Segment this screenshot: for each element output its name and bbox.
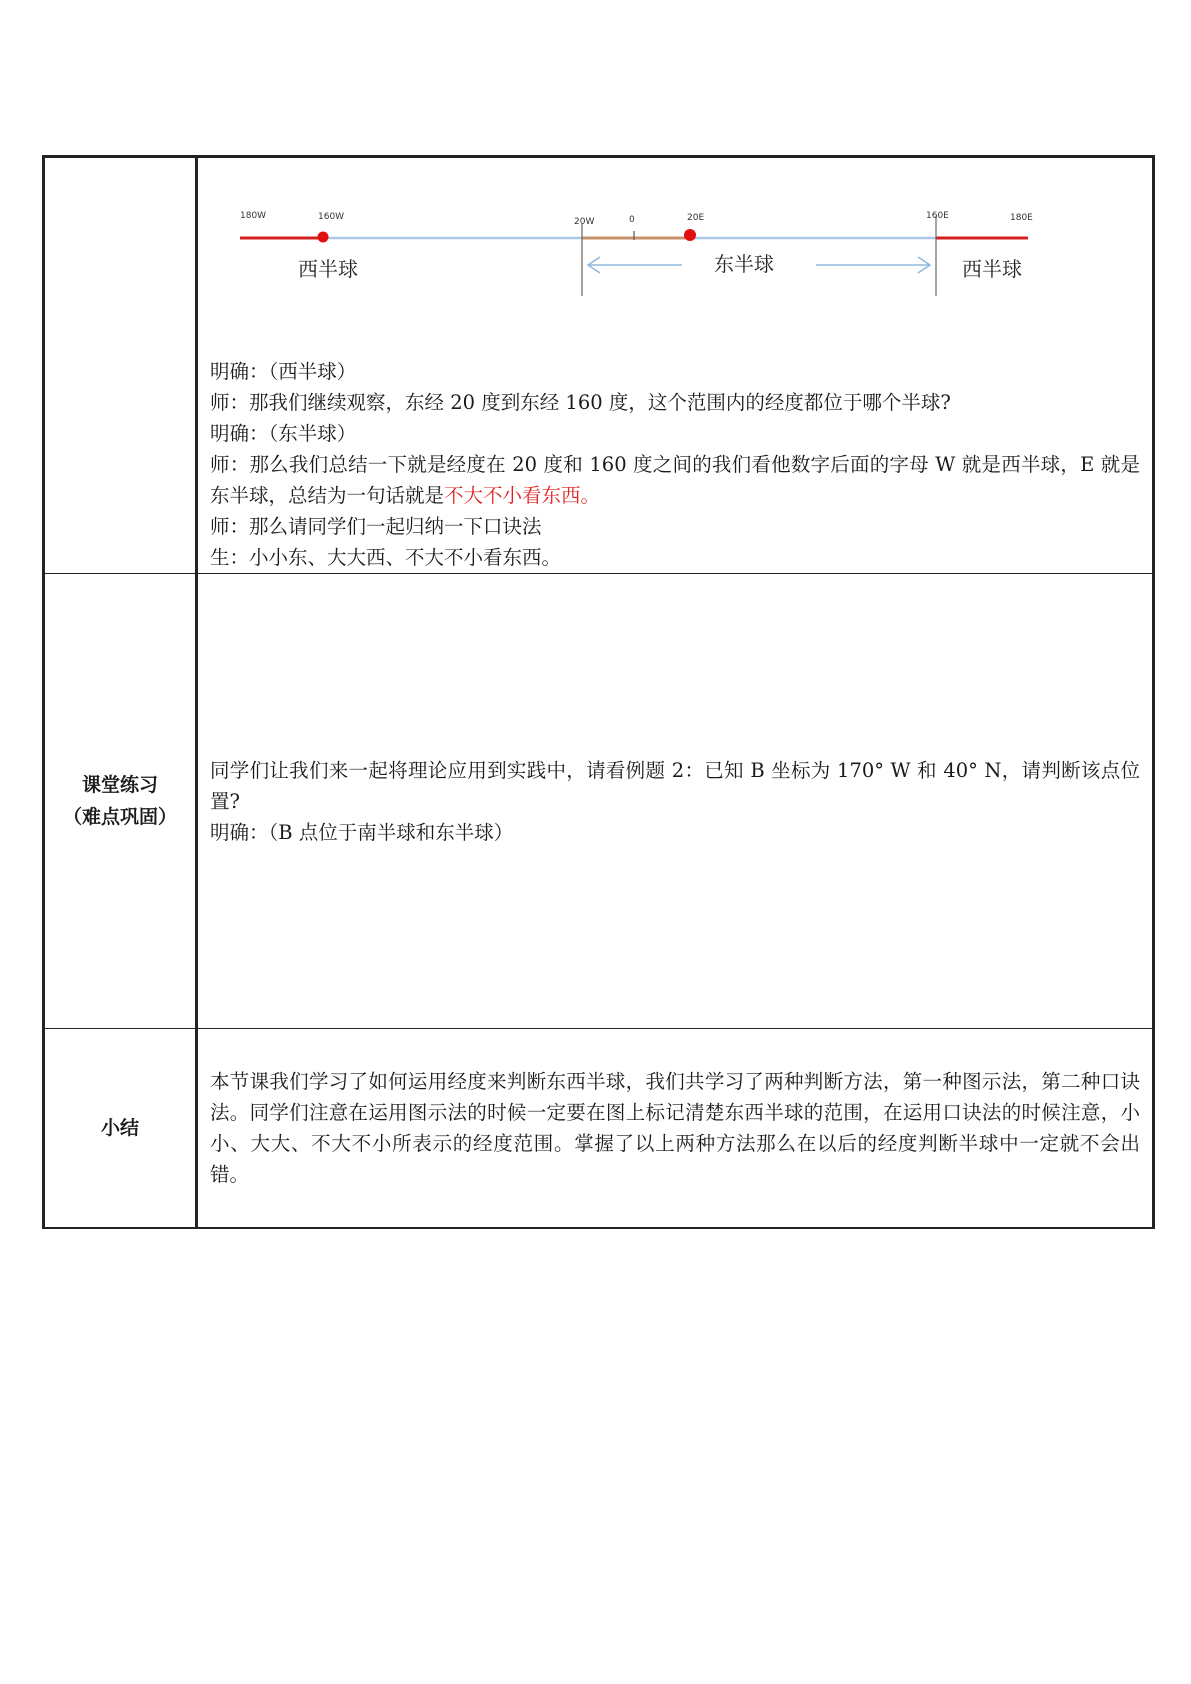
row-label [44,157,197,574]
row-label-line: （难点巩固） [62,806,177,828]
row-label-line: 课堂练习 [81,774,158,796]
hemisphere-label-west-left: 西半球 [298,257,358,281]
paragraph: 师：那么请同学们一起归纳一下口诀法 [210,515,542,538]
tick-label: 20E [687,213,705,223]
table-row [44,574,1154,1029]
row-content [197,1029,1154,1229]
tick-label: 160E [926,211,949,221]
row-label: 小结 [44,1029,197,1229]
paragraph: 生：小小东、大大西、不大不小看东西。 [210,546,562,569]
row-content [197,574,1154,1029]
paragraph: 明确：（东半球） [210,422,357,445]
paragraph: 本节课我们学习了如何运用经度来判断东西半球，我们共学习了两种判断方法，第一种图示法，第二种口诀法。同学们注意在运用图示法的时候一定要在图上标记清楚东西半球的范围，在运用口诀法的时候注意，小小、大大、不大不小所表示的经度范围。掌握了以上两种方法那么在以后的经度判断半球中一定就不会出错。 [210,1070,1140,1186]
paragraph: 明确：（西半球） [210,360,357,383]
tick-label: 180E [1010,213,1033,223]
paragraph-text: 师：那么我们总结一下就是经度在 20 度和 160 度之间的我们看他数字后面的字母 W 就是西半球，E 就是东半球，总结为一句话就是 [210,453,1140,507]
longitude-number-line [210,158,1170,346]
table-row [44,1029,1154,1229]
paragraph [210,449,1140,511]
hemisphere-label-east: 东半球 [714,252,774,276]
paragraph: 明确：（B 点位于南半球和东半球） [210,820,514,844]
hemisphere-label-west-right: 西半球 [962,257,1022,281]
tick-label: 0 [629,215,635,225]
highlighted-text: 不大不小看东西。 [444,484,601,507]
tick-label: 180W [240,211,267,221]
tick-label: 160W [318,212,345,222]
lesson-table [42,155,1155,1229]
point-160w [318,232,329,243]
row1-text [210,356,1140,573]
longitude-diagram [210,158,1140,346]
paragraph: 同学们让我们来一起将理论应用到实践中，请看例题 2：已知 B 坐标为 170° W 和 40° N，请判断该点位置? [210,758,1140,813]
row-content [197,157,1154,574]
tick-label: 20W [574,217,595,227]
paragraph: 师：那我们继续观察，东经 20 度到东经 160 度，这个范围内的经度都位于哪个半球? [210,391,951,414]
row-label [44,574,197,1029]
table-row [44,157,1154,574]
point-20e [684,229,696,241]
